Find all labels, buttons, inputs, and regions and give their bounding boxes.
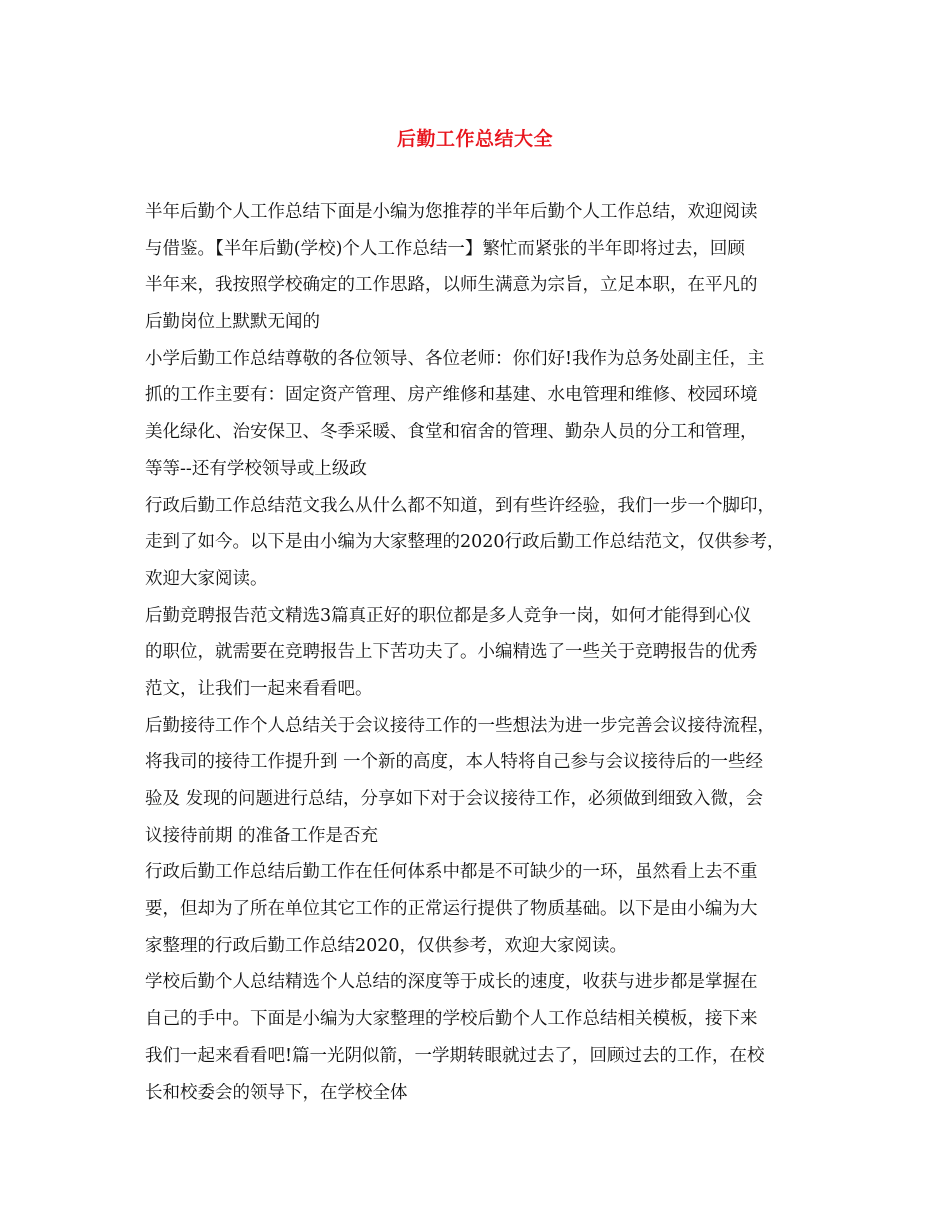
paragraph-line: 学校后勤个人总结精选个人总结的深度等于成长的速度，收获与进步都是掌握在 [145, 972, 758, 993]
paragraph-line: 要，但却为了所在单位其它工作的正常运行提供了物质基础。以下是由小编为大 [145, 899, 758, 920]
document-title: 后勤工作总结大全 [396, 128, 553, 150]
paragraph-line: 与借鉴。【半年后勤(学校)个人工作总结一】繁忙而紧张的半年即将过去，回顾 [145, 238, 745, 259]
paragraph-line: 走到了如今。以下是由小编为大家整理的2020行政后勤工作总结范文，仅供参考， [145, 532, 785, 553]
paragraph-line: 将我司的接待工作提升到 一个新的高度，本人特将自己参与会议接待后的一些经 [145, 752, 764, 773]
paragraph-line: 后勤竞聘报告范文精选3篇真正好的职位都是多人竞争一岗，如何才能得到心仪 [145, 605, 752, 626]
paragraph-line: 后勤接待工作个人总结关于会议接待工作的一些想法为进一步完善会议接待流程， [145, 715, 775, 736]
paragraph-line: 小学后勤工作总结尊敬的各位领导、各位老师：你们好!我作为总务处副主任，主 [145, 348, 765, 369]
paragraph-line: 范文，让我们一起来看看吧。 [145, 678, 373, 699]
paragraph [145, 341, 817, 488]
paragraph-line: 家整理的行政后勤工作总结2020，仅供参考，欢迎大家阅读。 [145, 935, 628, 956]
paragraph-line: 抓的工作主要有：固定资产管理、房产维修和基建、水电管理和维修、校园环境 [145, 385, 758, 406]
paragraph [145, 964, 817, 1111]
paragraph-line: 行政后勤工作总结后勤工作在任何体系中都是不可缺少的一环，虽然看上去不重 [145, 862, 758, 883]
paragraph-line: 的职位，就需要在竞聘报告上下苦功夫了。小编精选了一些关于竞聘报告的优秀 [145, 642, 758, 663]
paragraph-line: 行政后勤工作总结范文我么从什么都不知道，到有些许经验，我们一步一个脚印， [145, 495, 775, 516]
paragraph [145, 194, 817, 341]
paragraph-line: 议接待前期 的准备工作是否充 [145, 825, 379, 846]
paragraph-line: 等等--还有学校领导或上级政 [145, 458, 367, 479]
paragraph [145, 708, 817, 855]
paragraph-line: 半年后勤个人工作总结下面是小编为您推荐的半年后勤个人工作总结，欢迎阅读 [145, 202, 758, 222]
paragraph [145, 488, 817, 598]
paragraph-line: 半年来，我按照学校确定的工作思路，以师生满意为宗旨，立足本职，在平凡的 [145, 275, 758, 296]
paragraph-line: 美化绿化、治安保卫、冬季采暖、食堂和宿舍的管理、勤杂人员的分工和管理， [145, 422, 758, 443]
paragraph-line: 验及 发现的问题进行总结，分享如下对于会议接待工作，必须做到细致入微，会 [145, 789, 764, 809]
paragraph-line: 欢迎大家阅读。 [145, 568, 268, 589]
paragraph-line: 自己的手中。下面是小编为大家整理的学校后勤个人工作总结相关模板，接下来 [145, 1009, 758, 1030]
paragraph [145, 598, 817, 708]
document-body [145, 194, 817, 1111]
paragraph-line: 后勤岗位上默默无闻的 [145, 312, 320, 333]
paragraph-line: 我们一起来看看吧!篇一光阴似箭，一学期转眼就过去了，回顾过去的工作，在校 [145, 1045, 765, 1066]
paragraph [145, 854, 817, 964]
paragraph-line: 长和校委会的领导下，在学校全体 [145, 1082, 408, 1103]
